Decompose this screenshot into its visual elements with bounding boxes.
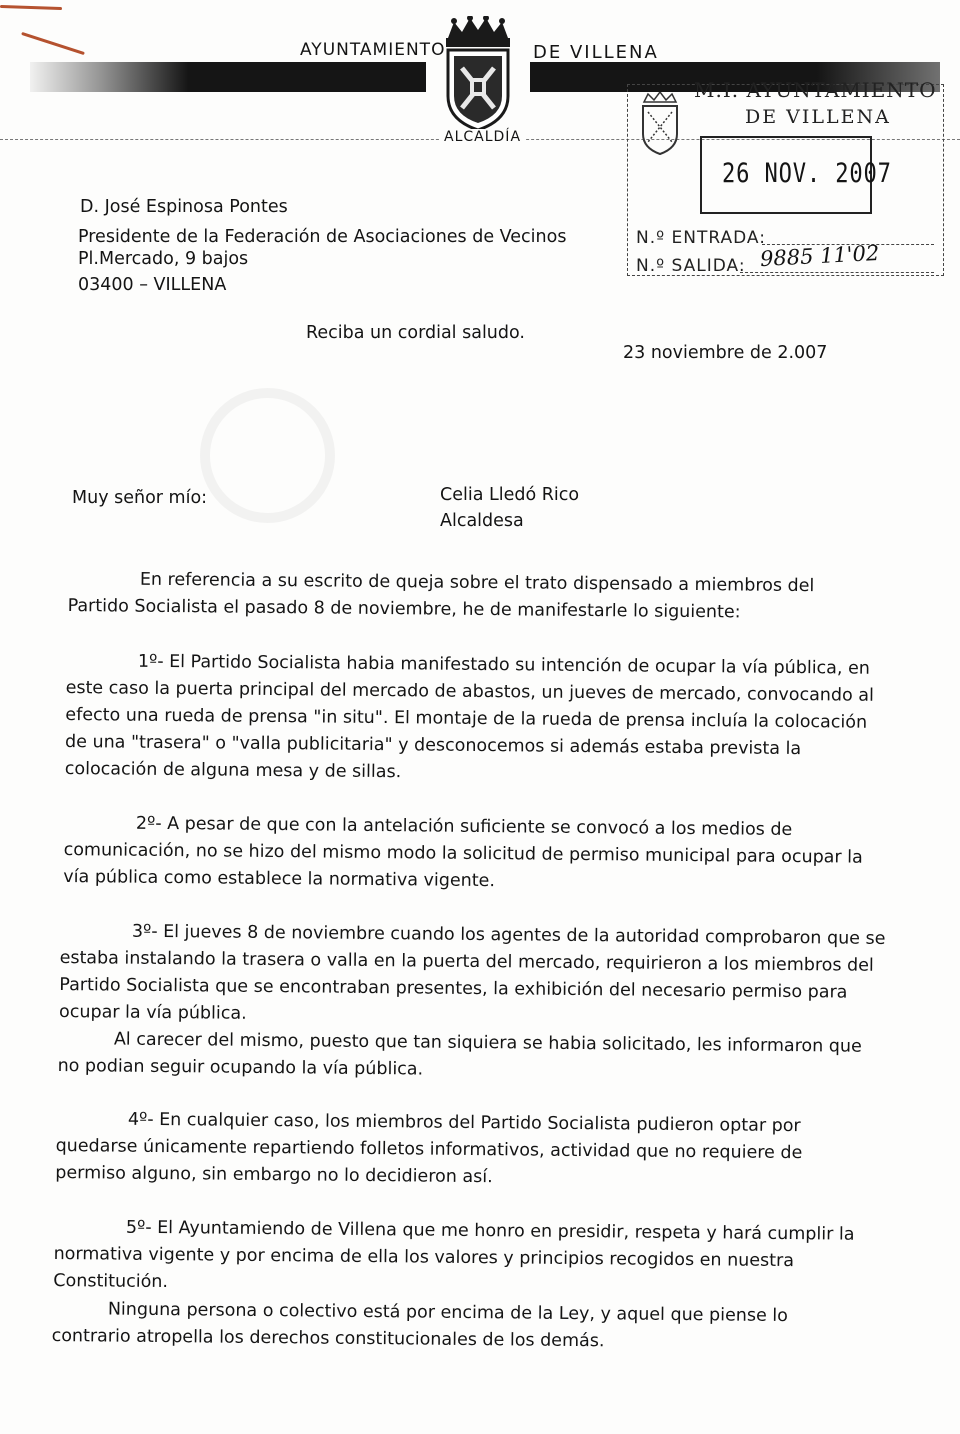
- paragraph-3-continued: Al carecer del mismo, puesto que tan siquiera se habia solicitado, les informaron que no podian seguir ocupando la vía pública.: [57, 1029, 862, 1080]
- paragraph-intro: En referencia a su escrito de queja sobre el trato dispensado a miembros del Partido Socialista el pasado 8 de noviembre, he de manifestarle lo siguiente:: [67, 569, 815, 623]
- staple-mark: [21, 32, 85, 55]
- paragraph-1: 1º- El Partido Socialista habia manifestado su intención de ocupar la vía pública, en este caso la puerta principal del mercado de abastos, un jueves de mercado, convocando al efecto una rueda de prensa "in situ". El montaje de la rueda de prensa incluía la colocación de una "trasera" o "valla publicitaria" y desconocemos si además estaba prevista la colocación de alguna mesa y de sillas.: [64, 651, 875, 783]
- stamp-title: M.I. AYUNTAMIENTO: [694, 78, 937, 102]
- recipient-name: D. José Espinosa Pontes: [80, 197, 288, 217]
- stamp-subtitle: DE VILLENA: [745, 106, 891, 128]
- salida-line: [740, 272, 934, 273]
- recipient-city: 03400 – VILLENA: [78, 275, 227, 295]
- bleed-through-closing: Reciba un cordial saludo.: [306, 323, 525, 343]
- recipient-title: Presidente de la Federación de Asociaciones de Vecinos: [78, 227, 567, 247]
- entrada-label: N.º ENTRADA:: [636, 228, 766, 248]
- bleed-through-role: Alcaldesa: [440, 511, 524, 531]
- paragraph-3: 3º- El jueves 8 de noviembre cuando los agentes de la autoridad comprobaron que se estaba instalando la trasera o valla en la puerta del mercado, requirieron a los miembros del Partido Socialista que se encontraban presentes, la exhibición del necesario permiso para ocupar la vía pública.: [59, 921, 886, 1024]
- paragraph-2: 2º- A pesar de que con la antelación suficiente se convocó a los medios de comunicación, no se hizo del mismo modo la solicitud de permiso municipal para ocupar la vía pública como establece la normativa vigente.: [63, 813, 863, 892]
- office-label: ALCALDÍA: [440, 129, 525, 145]
- letterhead-band-left: [30, 62, 426, 92]
- stamp-date: 26 NOV. 2007: [722, 158, 892, 189]
- letterhead-right-text: DE VILLENA: [533, 42, 659, 63]
- coat-of-arms-icon: [440, 16, 516, 132]
- staple-mark: [0, 5, 62, 10]
- salida-label: N.º SALIDA:: [636, 256, 746, 276]
- paragraph-4: 4º- En cualquier caso, los miembros del Partido Socialista pudieron optar por quedarse únicamente repartiendo folletos informativos, actividad que no requiere de permiso alguno, sin embargo no lo decidieron así.: [55, 1109, 803, 1188]
- recipient-address: Pl.Mercado, 9 bajos: [78, 249, 249, 269]
- bleed-through-name: Celia Lledó Rico: [440, 485, 580, 505]
- stamp-crest-icon: [638, 92, 682, 156]
- paragraph-5-continued: Ninguna persona o colectivo está por encima de la Ley, y aquel que piense lo contrario atropella los derechos constitucionales de los demás.: [51, 1299, 788, 1352]
- letter-date: 23 noviembre de 2.007: [623, 343, 828, 363]
- salida-number-handwritten: 9885 11'02: [759, 240, 880, 272]
- salutation: Muy señor mío:: [72, 488, 208, 508]
- paragraph-5: 5º- El Ayuntamiendo de Villena que me honro en presidir, respeta y hará cumplir la normativa vigente y por encima de ella los valores y principios recogidos en nuestra Constitución.: [53, 1217, 855, 1293]
- letterhead-left-text: AYUNTAMIENTO: [300, 40, 446, 60]
- bleed-through-seal: [200, 388, 335, 523]
